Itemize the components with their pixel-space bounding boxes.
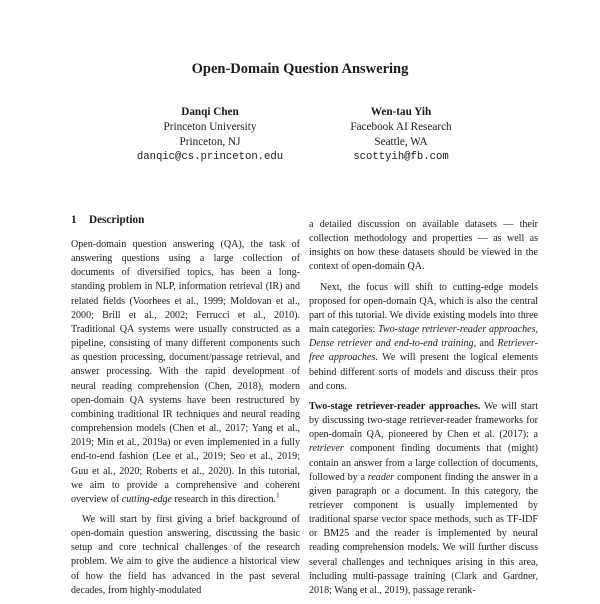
author-name: Danqi Chen: [181, 106, 239, 118]
paragraph: Next, the focus will shift to cutting-edge models proposed for open-domain QA, which is also the central part of this tutorial. We divide existing models into three main categories: Two-stage retriever-reader approaches, Dense retriever and end-to-end training, and Retriever-free approaches. We will present the logical elements behind different sorts of models and discuss their pros and cons.: [309, 281, 539, 392]
footnote-marker: 1: [276, 491, 280, 500]
right-column: [309, 218, 538, 604]
author-block-2: [291, 105, 511, 165]
paragraph: Two-stage retriever-reader approaches. We will start by discussing two-stage retriever-reader frameworks for open-domain QA, pioneered by Chen et al. (2017): a retriever component finding documents that (might) contain an answer from a large collection of documents, followed by a reader component finding the answer in a given paragraph or a document. In this category, the retriever component is usually implemented by traditional sparse vector space methods, such as TF-IDF or BM25 and the reader is implemented by neural reading comprehension models. We will further discuss several challenges and techniques arising in this area, including multi-passage training (Clark and Gardner, 2018; Wang et al., 2019), passage rerank-: [309, 400, 539, 596]
author-location: Princeton, NJ: [179, 136, 241, 148]
paragraph: a detailed discussion on available datasets — their collection methodology and properties — as well as insights on how these datasets should be viewed in the context of open-domain QA.: [309, 219, 538, 273]
paper-title: Open-Domain Question Answering: [191, 61, 409, 77]
section-number: 1: [71, 214, 77, 226]
section-title: Description: [89, 214, 145, 226]
author-email: danqic@cs.princeton.edu: [136, 151, 284, 163]
left-column: [71, 212, 300, 604]
author-block-1: [100, 105, 320, 165]
author-affiliation: Princeton University: [163, 121, 257, 133]
paragraph: We will start by first giving a brief background of open-domain question answering, discussing the basic setup and core technical challenges of the research problem. We aim to give the audience a historical view of how the field has advanced in the past several decades, from highly-modulated: [71, 513, 300, 596]
section-heading: [71, 212, 300, 228]
author-email: scottyih@fb.com: [353, 151, 449, 163]
author-name: Wen-tau Yih: [370, 106, 432, 118]
author-location: Seattle, WA: [374, 136, 428, 148]
paragraph-heading: Two-stage retriever-reader approaches.: [309, 400, 481, 412]
author-affiliation: Facebook AI Research: [350, 121, 452, 133]
paragraph: Open-domain question answering (QA), the task of answering questions using a large collection of documents of diversified topics, has been a long-standing problem in NLP, information retrieval (IR) and related fields (Voorhees et al., 1999; Moldovan et al., 2000; Brill et al., 2002; Ferrucci et al., 2010). Traditional QA systems were usually constructed as a pipeline, consisting of many different components such as question processing, document/passage retrieval, and answer processing. With the rapid development of neural reading comprehension (Chen, 2018), modern open-domain QA systems have been restructured by combining traditional IR techniques and neural reading comprehension models (Chen et al., 2017; Yang et al., 2019; Min et al., 2019a) or even implemented in a fully end-to-end fashion (Lee et al., 2019; Seo et al., 2019; Guu et al., 2020; Roberts et al., 2020). In this tutorial, we aim to provide a comprehensive and coherent overview of cutting-edge research in this direction.$^1$: [71, 239, 300, 505]
